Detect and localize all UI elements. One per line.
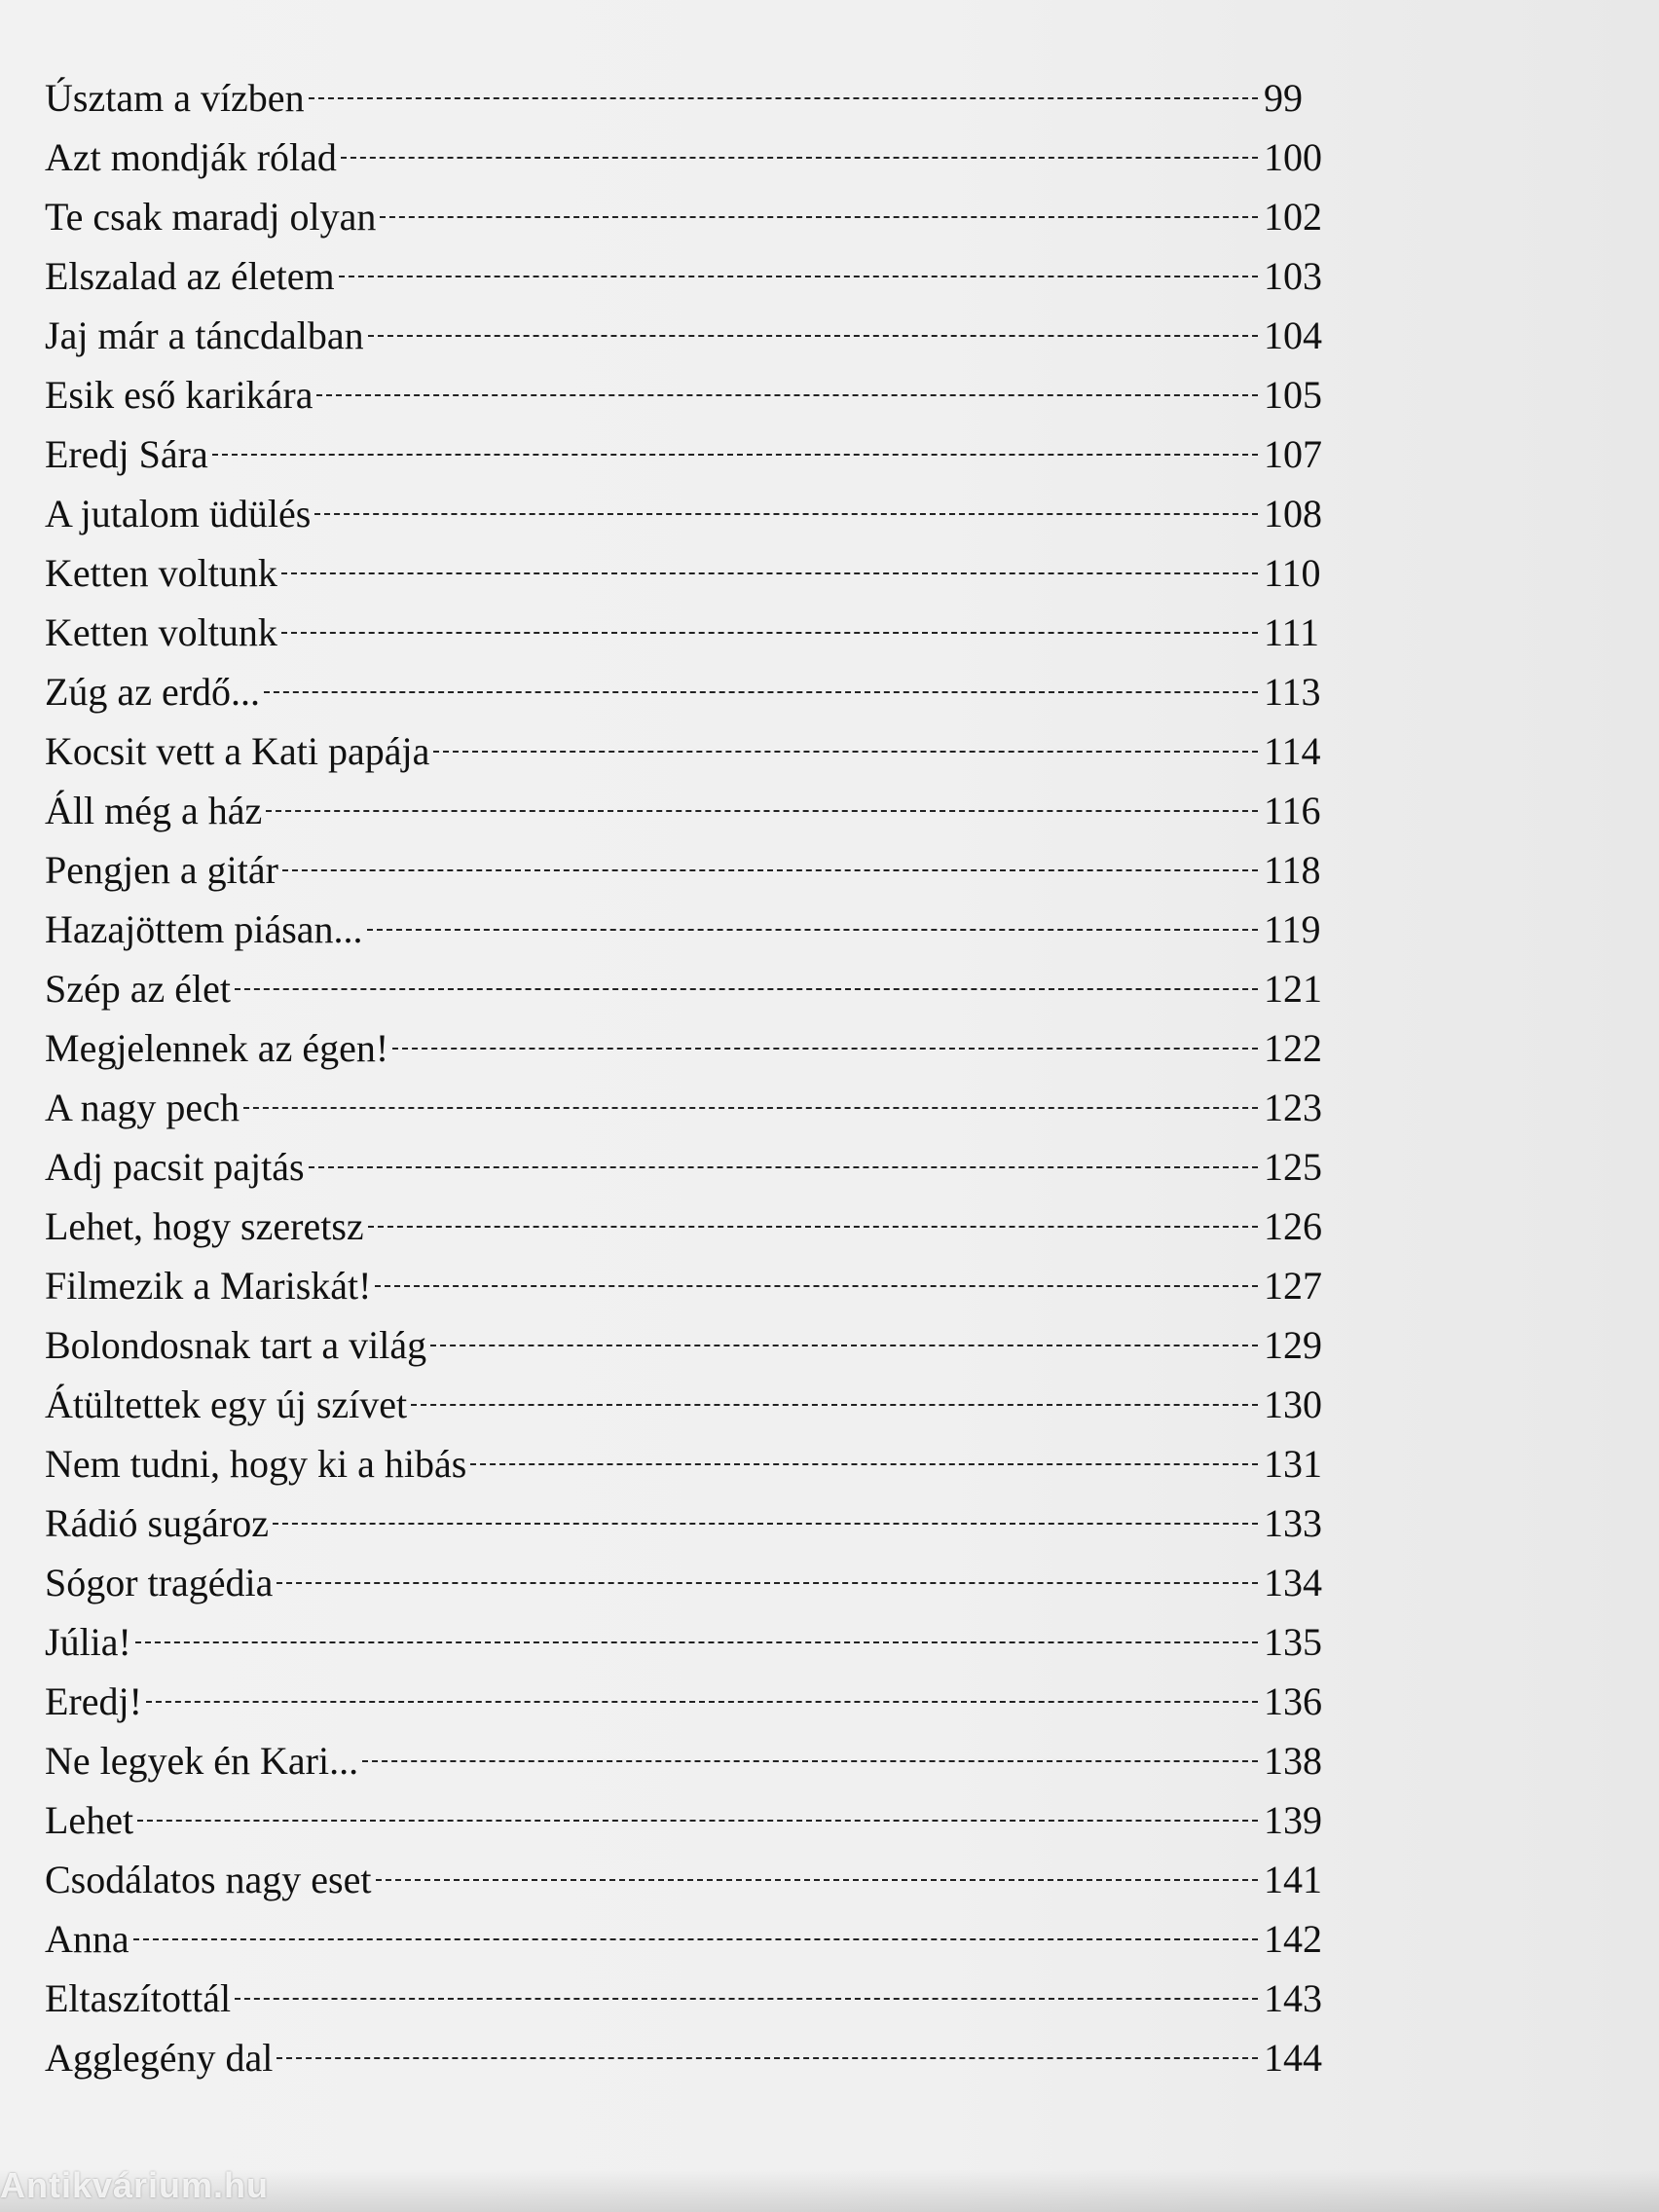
toc-entry-title: Átültettek egy új szívet [45,1382,408,1426]
toc-entry-page-number: 144 [1264,2036,1322,2080]
toc-entry-title: Lehet [45,1798,134,1842]
toc-entry-page-number: 134 [1264,1561,1322,1604]
watermark-text: Antikvárium.hu [0,2165,270,2205]
toc-leader-dashes [375,1285,1258,1287]
toc-entry-title: Pengjen a gitár [45,848,278,892]
toc-leader-dashes [273,1523,1258,1525]
toc-entry [45,1375,1340,1434]
toc-entry-title: Rádió sugároz [45,1501,269,1545]
toc-entry-title: Elszalad az életem [45,254,335,298]
toc-entry-title: Kocsit vett a Kati papája [45,729,430,773]
toc-leader-dashes [235,1998,1258,2000]
toc-entry-page-number: 131 [1264,1442,1322,1486]
toc-entry-title: A nagy pech [45,1086,240,1129]
toc-entry [45,781,1340,840]
toc-entry [45,662,1340,721]
toc-leader-dashes [212,454,1258,456]
toc-leader-dashes [146,1701,1258,1703]
toc-entry-page-number: 133 [1264,1501,1322,1545]
toc-entry-page-number: 100 [1264,135,1322,179]
toc-leader-dashes [341,157,1258,159]
toc-entry [45,1672,1340,1731]
toc-entry [45,900,1340,959]
toc-leader-dashes [266,810,1258,812]
toc-entry [45,246,1340,306]
table-of-contents [45,68,1340,2087]
toc-entry-title: Lehet, hogy szeretsz [45,1204,364,1248]
toc-leader-dashes [430,1345,1258,1346]
toc-entry-page-number: 123 [1264,1086,1322,1129]
toc-entry-page-number: 118 [1264,848,1321,892]
toc-entry-page-number: 110 [1264,551,1321,595]
toc-leader-dashes [411,1404,1258,1406]
toc-entry [45,840,1340,900]
toc-entry-page-number: 136 [1264,1679,1322,1723]
toc-entry [45,2028,1340,2087]
toc-leader-dashes [316,394,1258,396]
toc-entry-title: Agglegény dal [45,2036,274,2080]
toc-entry-title: Hazajöttem piásan... [45,907,363,951]
toc-leader-dashes [309,1166,1258,1168]
toc-entry-page-number: 135 [1264,1620,1322,1664]
toc-entry-page-number: 130 [1264,1382,1322,1426]
toc-entry [45,1197,1340,1256]
toc-entry-page-number: 126 [1264,1204,1322,1248]
toc-entry-title: Megjelennek az égen! [45,1026,389,1070]
toc-leader-dashes [470,1463,1258,1465]
toc-entry-page-number: 143 [1264,1976,1322,2020]
toc-entry-title: Anna [45,1917,129,1961]
toc-entry-title: Ne legyek én Kari... [45,1739,359,1783]
toc-entry-page-number: 99 [1264,76,1303,120]
toc-leader-dashes [309,97,1258,99]
toc-leader-dashes [281,572,1258,574]
toc-entry-page-number: 105 [1264,373,1322,417]
toc-entry-page-number: 107 [1264,432,1322,476]
toc-entry-title: Eredj Sára [45,432,208,476]
toc-entry [45,1137,1340,1197]
toc-entry-page-number: 116 [1264,789,1321,832]
toc-entry-title: Csodálatos nagy eset [45,1858,372,1901]
toc-entry [45,721,1340,781]
toc-entry-title: Bolondosnak tart a világ [45,1323,427,1367]
toc-entry-title: Nem tudni, hogy ki a hibás [45,1442,467,1486]
toc-entry-page-number: 114 [1264,729,1321,773]
toc-entry [45,1850,1340,1909]
toc-entry-page-number: 138 [1264,1739,1322,1783]
toc-entry-title: Filmezik a Mariskát! [45,1264,372,1308]
toc-entry-page-number: 139 [1264,1798,1322,1842]
toc-leader-dashes [339,276,1258,277]
toc-entry-title: Áll még a ház [45,789,263,832]
toc-entry [45,1493,1340,1553]
toc-entry [45,1553,1340,1612]
toc-entry-page-number: 104 [1264,313,1322,357]
toc-entry [45,1612,1340,1672]
toc-entry-page-number: 102 [1264,195,1322,239]
toc-entry [45,306,1340,365]
toc-entry-title: Sógor tragédia [45,1561,274,1604]
toc-leader-dashes [368,335,1258,337]
toc-entry [45,187,1340,246]
toc-leader-dashes [235,988,1258,990]
toc-entry-title: A jutalom üdülés [45,492,312,535]
toc-entry [45,1731,1340,1790]
footer-strip [0,2165,1659,2212]
toc-entry-title: Jaj már a táncdalban [45,313,364,357]
toc-leader-dashes [380,216,1258,218]
toc-entry-page-number: 122 [1264,1026,1322,1070]
toc-entry [45,1909,1340,1969]
toc-entry [45,1315,1340,1375]
toc-entry-page-number: 113 [1264,670,1321,714]
toc-entry-title: Esik eső karikára [45,373,313,417]
toc-leader-dashes [368,1226,1258,1228]
toc-entry [45,1078,1340,1137]
toc-leader-dashes [376,1879,1259,1881]
toc-entry [45,543,1340,603]
toc-entry-title: Eltaszítottál [45,1976,232,2020]
toc-entry-title: Azt mondják rólad [45,135,337,179]
toc-entry-title: Te csak maradj olyan [45,195,377,239]
toc-entry-page-number: 142 [1264,1917,1322,1961]
toc-leader-dashes [367,929,1258,931]
toc-entry-page-number: 111 [1264,610,1320,654]
toc-entry [45,68,1340,128]
toc-entry [45,959,1340,1018]
toc-entry-page-number: 103 [1264,254,1322,298]
toc-entry-title: Eredj! [45,1679,142,1723]
toc-leader-dashes [433,751,1258,753]
toc-entry-title: Úsztam a vízben [45,76,305,120]
toc-entry [45,424,1340,484]
toc-entry-page-number: 129 [1264,1323,1322,1367]
toc-entry-title: Júlia! [45,1620,131,1664]
toc-entry [45,1256,1340,1315]
toc-leader-dashes [276,1582,1258,1584]
toc-entry [45,1969,1340,2028]
toc-entry-page-number: 125 [1264,1145,1322,1189]
toc-entry-page-number: 119 [1264,907,1321,951]
toc-entry [45,128,1340,187]
toc-entry [45,1018,1340,1078]
toc-leader-dashes [243,1107,1258,1109]
toc-entry-title: Ketten voltunk [45,610,277,654]
toc-entry [45,1790,1340,1850]
toc-entry-page-number: 121 [1264,967,1322,1011]
toc-leader-dashes [264,691,1258,693]
toc-leader-dashes [276,2057,1258,2059]
toc-entry-title: Szép az élet [45,967,231,1011]
toc-leader-dashes [135,1641,1258,1643]
toc-leader-dashes [392,1048,1258,1050]
toc-entry [45,365,1340,424]
toc-entry-page-number: 108 [1264,492,1322,535]
toc-entry-title: Adj pacsit pajtás [45,1145,305,1189]
toc-leader-dashes [133,1938,1258,1940]
toc-leader-dashes [314,513,1258,515]
toc-entry [45,1434,1340,1493]
toc-leader-dashes [137,1820,1258,1822]
toc-entry-page-number: 127 [1264,1264,1322,1308]
toc-entry [45,603,1340,662]
toc-leader-dashes [282,869,1258,871]
toc-entry-title: Zúg az erdő... [45,670,261,714]
toc-entry-title: Ketten voltunk [45,551,277,595]
toc-entry-page-number: 141 [1264,1858,1322,1901]
toc-leader-dashes [281,632,1258,634]
toc-leader-dashes [362,1760,1258,1762]
toc-entry [45,484,1340,543]
